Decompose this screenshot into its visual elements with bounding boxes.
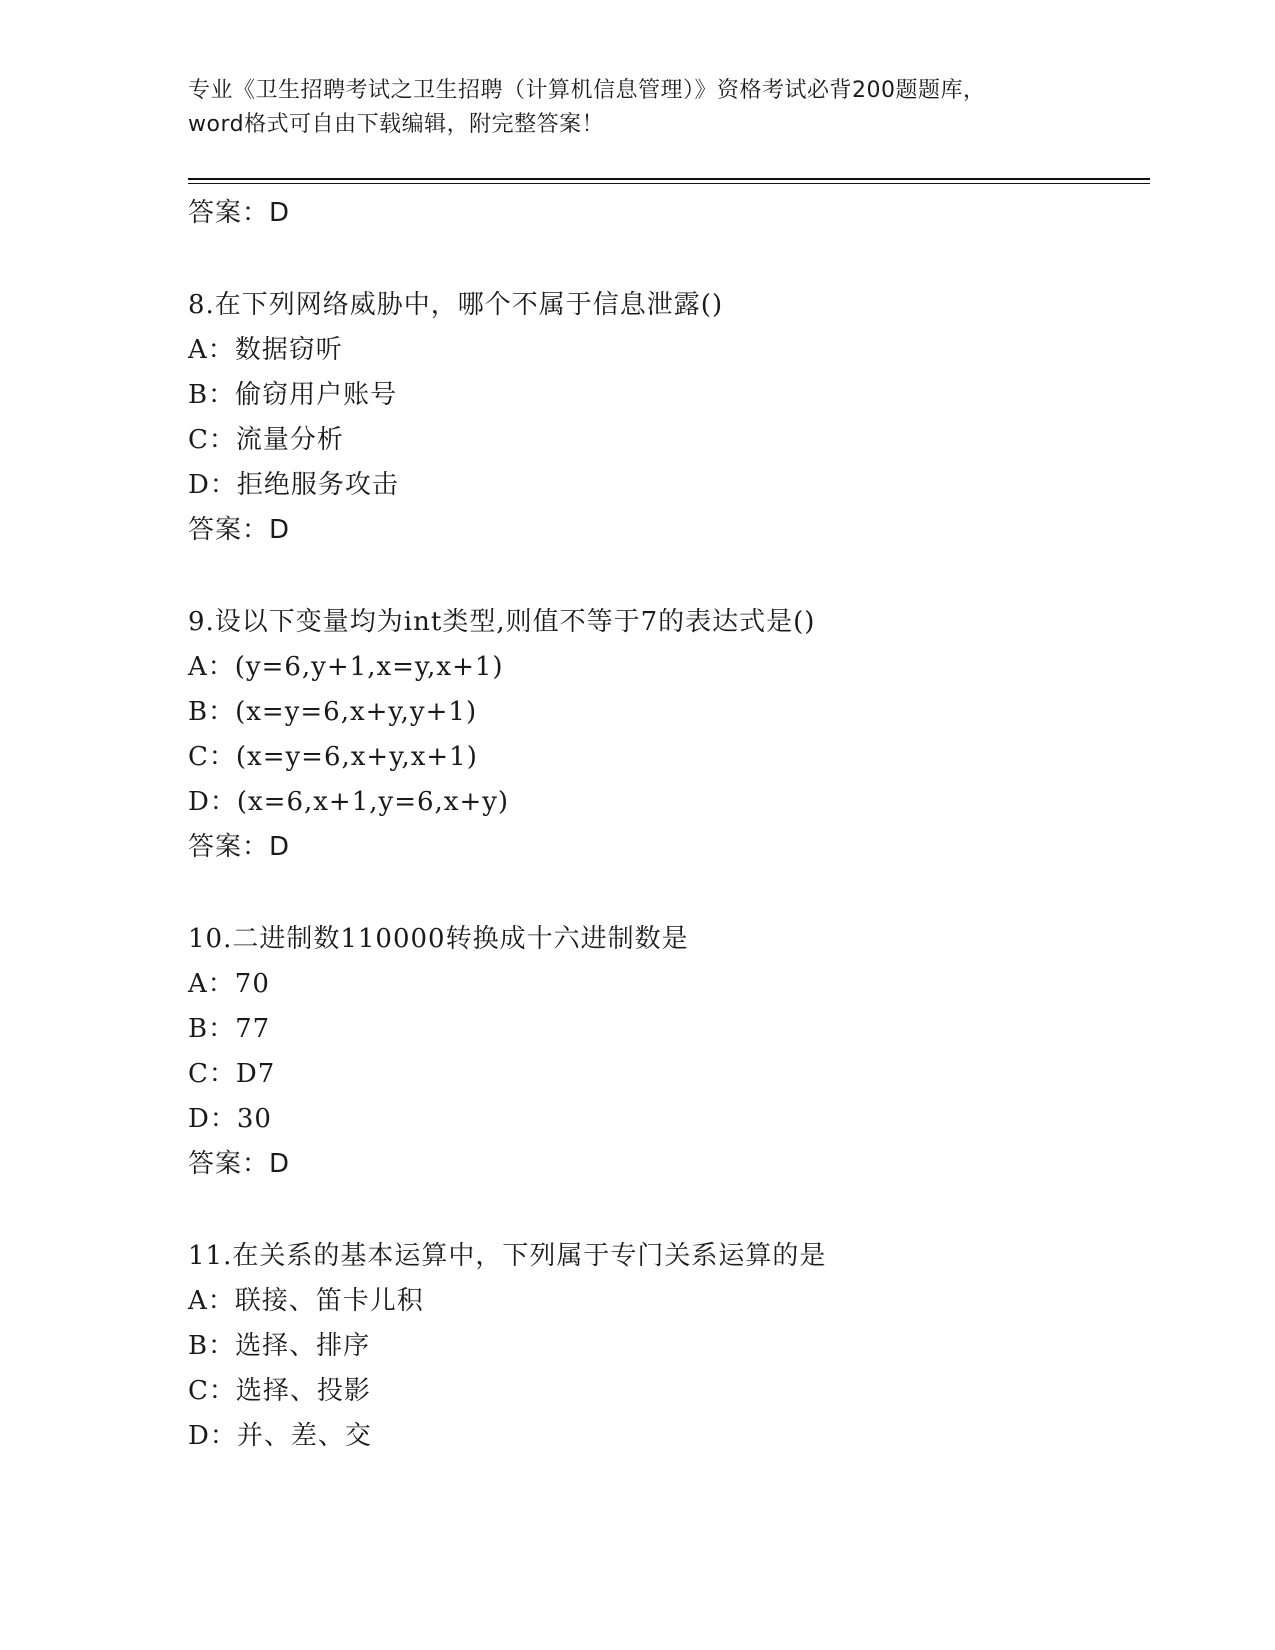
spacer	[188, 870, 1148, 917]
answer-line: 答案：D	[188, 198, 291, 228]
answer-line: 答案：D	[188, 515, 291, 545]
answer-line: 答案：D	[188, 832, 291, 862]
option-a: A：(y=6,y+1,x=y,x+1)	[188, 652, 504, 682]
question-title: 10.二进制数110000转换成十六进制数是	[188, 924, 689, 954]
option-a: A：联接、笛卡儿积	[188, 1286, 424, 1316]
header-divider-thin	[188, 183, 1150, 184]
header-line-1: 专业《卫生招聘考试之卫生招聘（计算机信息管理）》资格考试必背200题题库，	[188, 78, 986, 103]
header-line-2: word格式可自由下载编辑，附完整答案！	[188, 112, 605, 137]
option-b: B：77	[188, 1014, 271, 1044]
question-title: 8.在下列网络威胁中，哪个不属于信息泄露()	[188, 290, 724, 320]
option-b: B：偷窃用户账号	[188, 380, 398, 410]
option-a: A：数据窃听	[188, 335, 343, 365]
question-title: 11.在关系的基本运算中，下列属于专门关系运算的是	[188, 1241, 827, 1271]
question-block	[188, 917, 1148, 1187]
spacer	[188, 1187, 1148, 1234]
question-block	[188, 600, 1148, 870]
answer-line: 答案：D	[188, 1149, 291, 1179]
option-c: C：(x=y=6,x+y,x+1)	[188, 742, 478, 772]
option-d: D：拒绝服务攻击	[188, 470, 399, 500]
question-block	[188, 283, 1148, 553]
question-list	[188, 191, 1148, 1459]
header-divider-thick	[188, 178, 1150, 180]
option-b: B：(x=y=6,x+y,y+1)	[188, 697, 478, 727]
option-c: C：选择、投影	[188, 1376, 371, 1406]
document-header	[188, 74, 1088, 142]
option-b: B：选择、排序	[188, 1331, 371, 1361]
option-c: C：D7	[188, 1059, 276, 1089]
spacer	[188, 553, 1148, 600]
option-d: D：(x=6,x+1,y=6,x+y)	[188, 787, 510, 817]
question-block	[188, 1234, 1148, 1459]
question-title: 9.设以下变量均为int类型,则值不等于7的表达式是()	[188, 607, 816, 637]
option-c: C：流量分析	[188, 425, 344, 455]
option-d: D：30	[188, 1104, 272, 1134]
option-d: D：并、差、交	[188, 1421, 372, 1451]
spacer	[188, 236, 1148, 283]
option-a: A：70	[188, 969, 270, 999]
